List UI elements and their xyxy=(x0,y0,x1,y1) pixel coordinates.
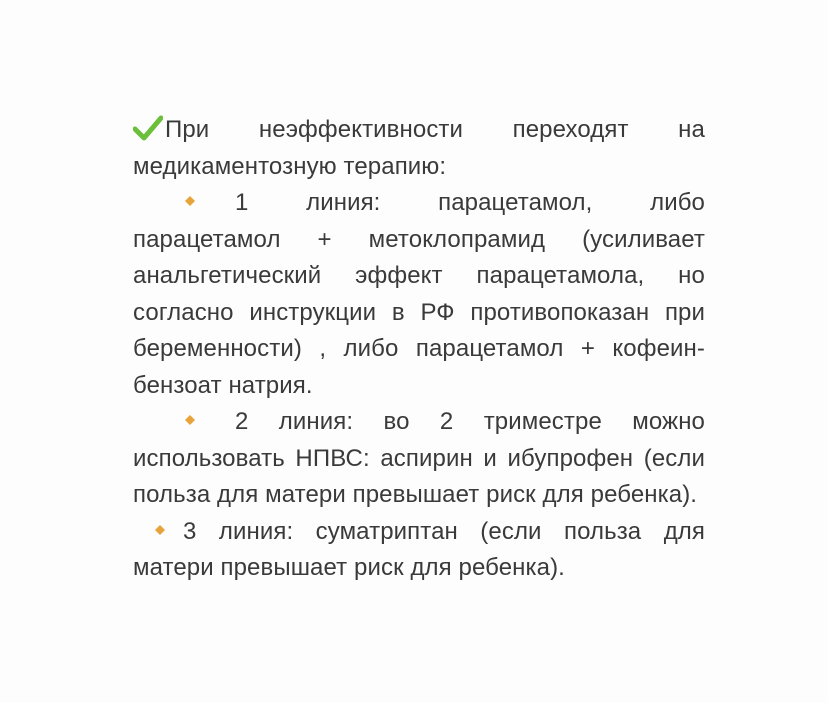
list-item-line-3 xyxy=(133,514,705,587)
intro-text: При неэффективности переходят на медикаментозную терапию: xyxy=(133,116,705,180)
diamond-bullet-icon xyxy=(185,415,195,425)
list-item-line-1 xyxy=(133,185,705,404)
list-item-text: 3 линия: суматриптан (если польза для матери превышает риск для ребенка). xyxy=(133,517,705,581)
diamond-bullet-icon xyxy=(185,196,195,206)
document-body xyxy=(133,112,705,587)
diamond-bullet-icon xyxy=(155,525,165,535)
intro-paragraph xyxy=(133,112,705,185)
list-item-line-2 xyxy=(133,404,705,514)
check-mark-icon xyxy=(133,115,163,141)
list-item-text: 2 линия: во 2 триместре можно использовать НПВС: аспирин и ибупрофен (если польза для матери превышает риск для ребенка). xyxy=(133,408,705,508)
list-item-text: 1 линия: парацетамол, либо парацетамол + метоклопрамид (усиливает анальгетический эффект парацетамола, но согласно инструкции в РФ противопоказан при беременности) , либо парацетамол + кофеин-бензоат натрия. xyxy=(133,189,705,399)
